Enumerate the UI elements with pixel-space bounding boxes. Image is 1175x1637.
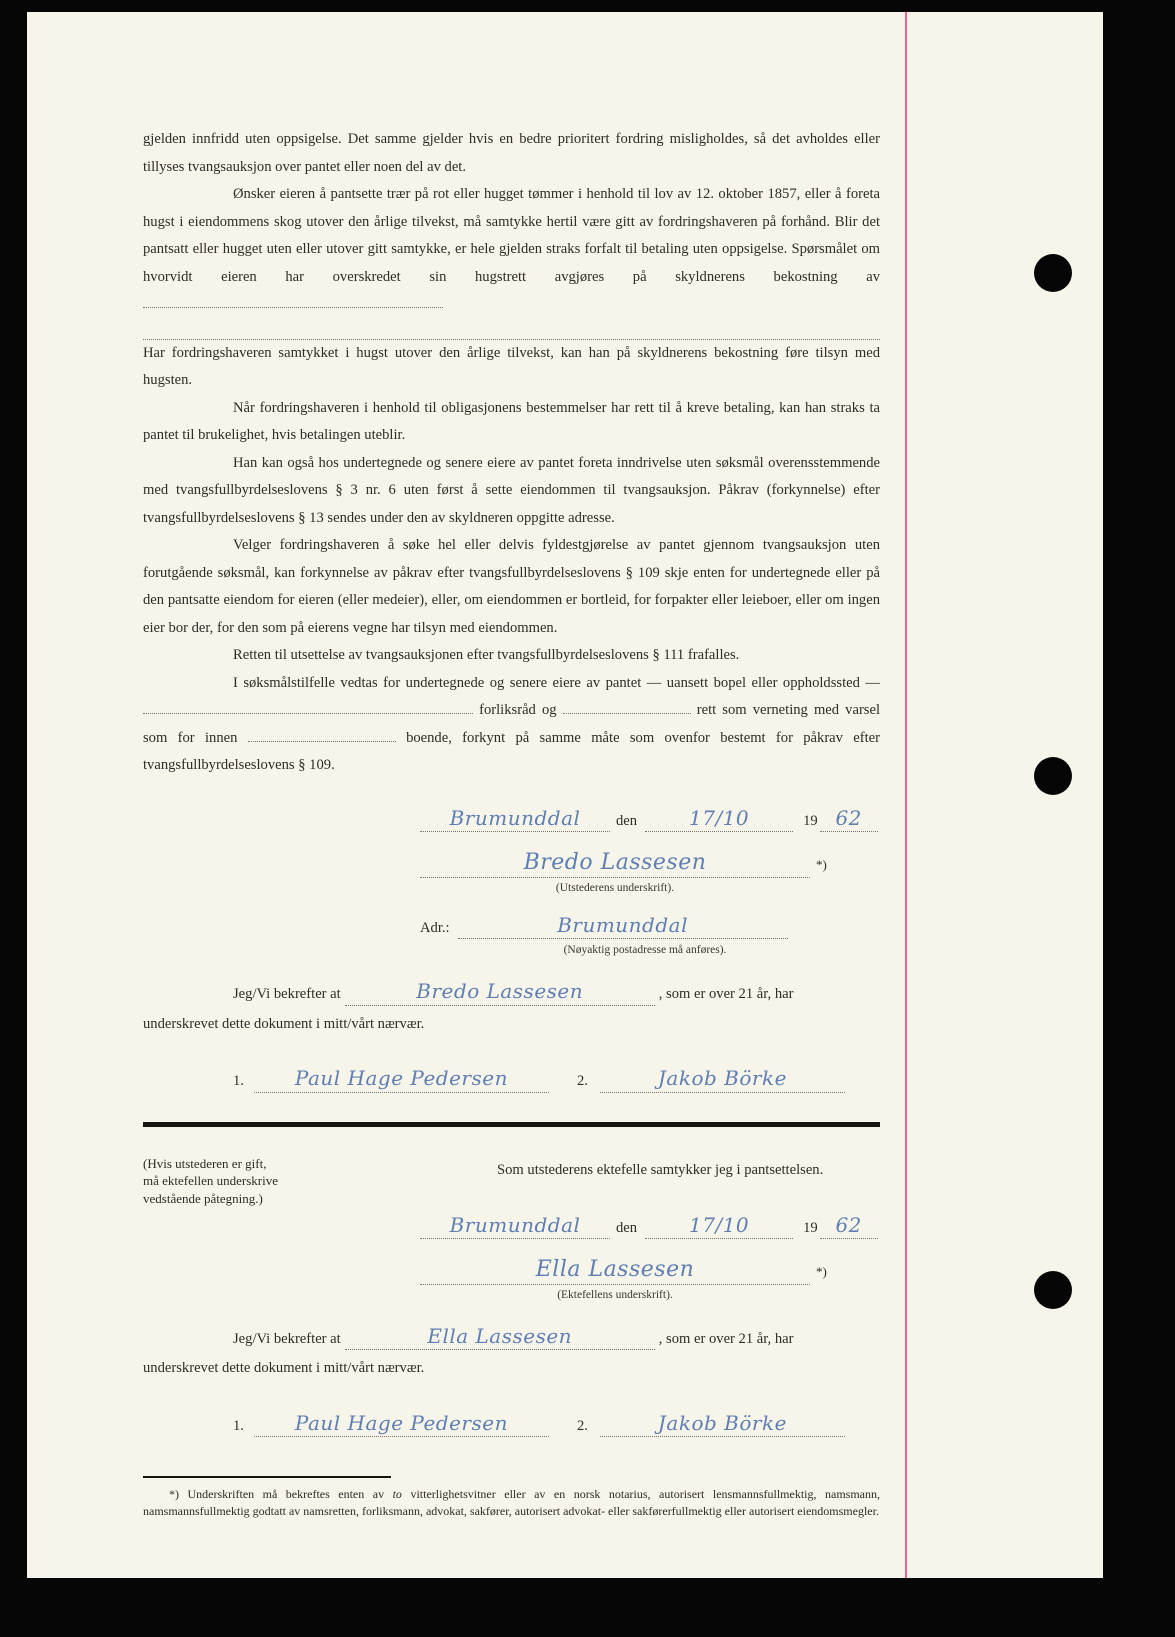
spouse-confirmation-row xyxy=(143,1323,880,1354)
year-blank xyxy=(820,805,878,833)
spouse-consent-text: Som utstederens ektefelle samtykker jeg i pantsettelsen. xyxy=(497,1161,824,1178)
spouse-confirmation-line2: underskrevet dette dokument i mitt/vårt nærvær. xyxy=(143,1360,425,1376)
spouse-note-line: vedstående påtegning.) xyxy=(143,1190,263,1206)
confirmation-prefix: Jeg/Vi bekrefter at xyxy=(233,986,341,1002)
paragraph-text: Ønsker eieren å pantsette trær på rot eller hugget tømmer i henhold til lov av 12. oktober 1857, eller å foreta hugst i eiendommens skog utover den årlige tilvekst, må samtykke hertil være gitt av fordringshaveren på forhånd. Blir det pantsatt eller hugget uten eller utover gitt samtykke, er hele gjelden straks forfalt til betaling uten oppsigelse. Spørsmålet om hvorvidt eieren har overskredet sin hugstrett avgjøres på skyldnerens bekostning av xyxy=(143,186,880,285)
handwritten-place: Brumunddal xyxy=(449,1212,581,1237)
spouse-note xyxy=(143,1155,363,1208)
issuer-date-row xyxy=(143,805,880,836)
handwritten-witness2: Jakob Börke xyxy=(657,1410,787,1435)
confirmation-suffix: , som er over 21 år, har xyxy=(658,1330,794,1347)
witness1-label: 1. xyxy=(233,1417,244,1434)
handwritten-confirm-name: Bredo Lassesen xyxy=(416,979,584,1003)
document-content xyxy=(143,126,880,1519)
dotted-blank xyxy=(563,702,691,714)
spouse-witness-row xyxy=(143,1410,880,1441)
punch-hole xyxy=(1034,254,1072,292)
signature-blank xyxy=(420,1259,810,1285)
dotted-blank xyxy=(248,730,396,742)
paragraph-enforcement: Han kan også hos undertegnede og senere eiere av pantet foreta inndrivelse uten søksmål overensstemmende med tvangsfullbyrdelseslovens § 3 nr. 6 uten først å sette eiendommen til tvangsauksjon. Påkrav (forkynnelse) efter tvangsfullbyrdelseslovens § 13 sendes under den av skyldneren oppgitte adresse. xyxy=(143,454,880,526)
dotted-blank xyxy=(143,296,443,308)
address-caption: (Nøyaktig postadresse må anføres). xyxy=(563,944,727,956)
signature-caption: (Ektefellens underskrift). xyxy=(557,1288,673,1301)
address-row xyxy=(143,912,880,943)
issuer-signature-block xyxy=(143,805,880,1096)
witness1-label: 1. xyxy=(233,1073,244,1089)
punch-hole xyxy=(1034,1271,1072,1309)
confirm-name-blank xyxy=(345,1323,655,1351)
witness1-blank xyxy=(254,1410,549,1438)
paragraph-timber xyxy=(143,181,880,319)
signature-blank xyxy=(420,852,810,878)
handwritten-confirm-name: Ella Lassesen xyxy=(427,1323,573,1348)
spouse-note-line: (Hvis utstederen er gift, xyxy=(143,1155,267,1171)
footnote-reference: *) xyxy=(816,1264,827,1279)
issuer-signature-row xyxy=(143,851,880,880)
paragraph-waiver: Retten til utsettelse av tvangsauksjonen efter tvangsfullbyrdelseslovens § 111 frafalles. xyxy=(233,647,740,663)
address-label: Adr.: xyxy=(420,919,450,936)
footnote-emphasis: to xyxy=(392,1487,402,1501)
spouse-signature-row xyxy=(143,1258,880,1287)
handwritten-year: 62 xyxy=(835,1212,862,1237)
den-label: den xyxy=(616,812,638,829)
paragraph-continuation: gjelden innfridd uten oppsigelse. Det samme gjelder hvis en bedre prioritert fordring misligholdes, så det avholdes eller tillyses tvangsauksjon over pantet eller noen del av det. xyxy=(143,131,880,175)
den-label: den xyxy=(616,1219,638,1236)
footnote-marker: *) xyxy=(169,1487,179,1501)
handwritten-year: 62 xyxy=(835,805,862,830)
footnote-text xyxy=(143,1486,880,1519)
handwritten-signature: Bredo Lassesen xyxy=(523,850,707,875)
year-prefix-label: 19 xyxy=(803,1219,818,1236)
handwritten-date: 17/10 xyxy=(689,1212,750,1237)
spouse-signature-block xyxy=(143,1155,880,1441)
place-blank xyxy=(420,1212,610,1240)
address-blank xyxy=(458,912,788,940)
paragraph-auction: Velger fordringshaveren å søke hel eller delvis fyldestgjørelse av pantet gjennom tvangsauksjon uten forutgående søksmål, kan forkynnelse av påkrav efter tvangsfullbyrdelseslovens § 109 skje enten for undertegnede eller på den pantsatte eiendom for eieren (eller medeier), eller, om eiendommen er bortleid, for forpakter eller leieboer, eller om ingen eier bor der, for den som på eierens vegne har tilsyn med eiendommen. xyxy=(143,537,880,636)
place-blank xyxy=(420,805,610,833)
paragraph-venue xyxy=(143,670,880,780)
witness2-label: 2. xyxy=(576,1417,588,1434)
witness2-blank xyxy=(600,1410,845,1438)
paragraph-text: boende, forkynt på samme måte som ovenfor bestemt for påkrav efter tvangsfullbyrdelseslovens § 109. xyxy=(143,729,881,773)
margin-line xyxy=(905,12,907,1578)
handwritten-witness2: Jakob Börke xyxy=(657,1066,787,1090)
witness2-label: 2. xyxy=(576,1073,588,1089)
confirmation-prefix: Jeg/Vi bekrefter at xyxy=(233,1330,341,1347)
confirmation-suffix: , som er over 21 år, har xyxy=(658,986,794,1002)
paragraph-text: rett som verneting med varsel som for innen xyxy=(143,702,881,746)
issuer-witness-row xyxy=(143,1068,880,1096)
paragraph-text: forliksråd og xyxy=(479,702,557,718)
handwritten-date: 17/10 xyxy=(689,805,750,830)
handwritten-address: Brumunddal xyxy=(557,912,688,937)
issuer-confirmation-row xyxy=(143,981,880,1009)
spouse-header xyxy=(143,1155,880,1211)
handwritten-witness1: Paul Hage Pedersen xyxy=(294,1410,508,1435)
spouse-date-row xyxy=(143,1212,880,1243)
paragraph-payment: Når fordringshaveren i henhold til obligasjonens bestemmelser har rett til å kreve betaling, kan han straks ta pantet til brukelighet, hvis betalingen uteblir. xyxy=(143,399,880,443)
paragraph-supervision: Har fordringshaveren samtykket i hugst utover den årlige tilvekst, kan han på skyldnerens bekostning føre tilsyn med hugsten. xyxy=(143,344,880,388)
date-blank xyxy=(645,1212,793,1240)
spouse-note-line: må ektefellen underskrive xyxy=(143,1173,278,1188)
confirm-name-blank xyxy=(345,981,655,1006)
date-blank xyxy=(645,805,793,833)
section-divider xyxy=(143,1122,880,1127)
footnote-reference: *) xyxy=(816,857,827,872)
footnote-part: vitterlighetsvitner eller av en norsk notarius, autorisert lensmannsfullmektig, namsmann, namsmannsfullmektig godtatt av namsretten, forliksmann, advokat, sakfører, autorisert advokat- eller sakførerfullmektig eller autorisert eiendomsmegler. xyxy=(143,1487,880,1518)
handwritten-witness1: Paul Hage Pedersen xyxy=(294,1066,508,1090)
document-page xyxy=(27,12,1103,1578)
year-prefix-label: 19 xyxy=(803,812,818,829)
punch-hole xyxy=(1034,757,1072,795)
handwritten-place: Brumunddal xyxy=(449,805,581,830)
handwritten-signature: Ella Lassesen xyxy=(535,1257,695,1282)
paragraph-text: I søksmålstilfelle vedtas for undertegnede og senere eiere av pantet — uansett bopel eller oppholdssted — xyxy=(233,674,880,691)
footnote-divider xyxy=(143,1476,391,1478)
dotted-blank xyxy=(143,702,473,714)
witness1-blank xyxy=(254,1068,549,1093)
year-blank xyxy=(820,1212,878,1240)
footnote-part: Underskriften må bekreftes enten av xyxy=(187,1487,385,1501)
witness2-blank xyxy=(600,1068,845,1093)
signature-caption: (Utstederens underskrift). xyxy=(555,881,675,894)
issuer-confirmation-line2: underskrevet dette dokument i mitt/vårt nærvær. xyxy=(143,1015,425,1032)
